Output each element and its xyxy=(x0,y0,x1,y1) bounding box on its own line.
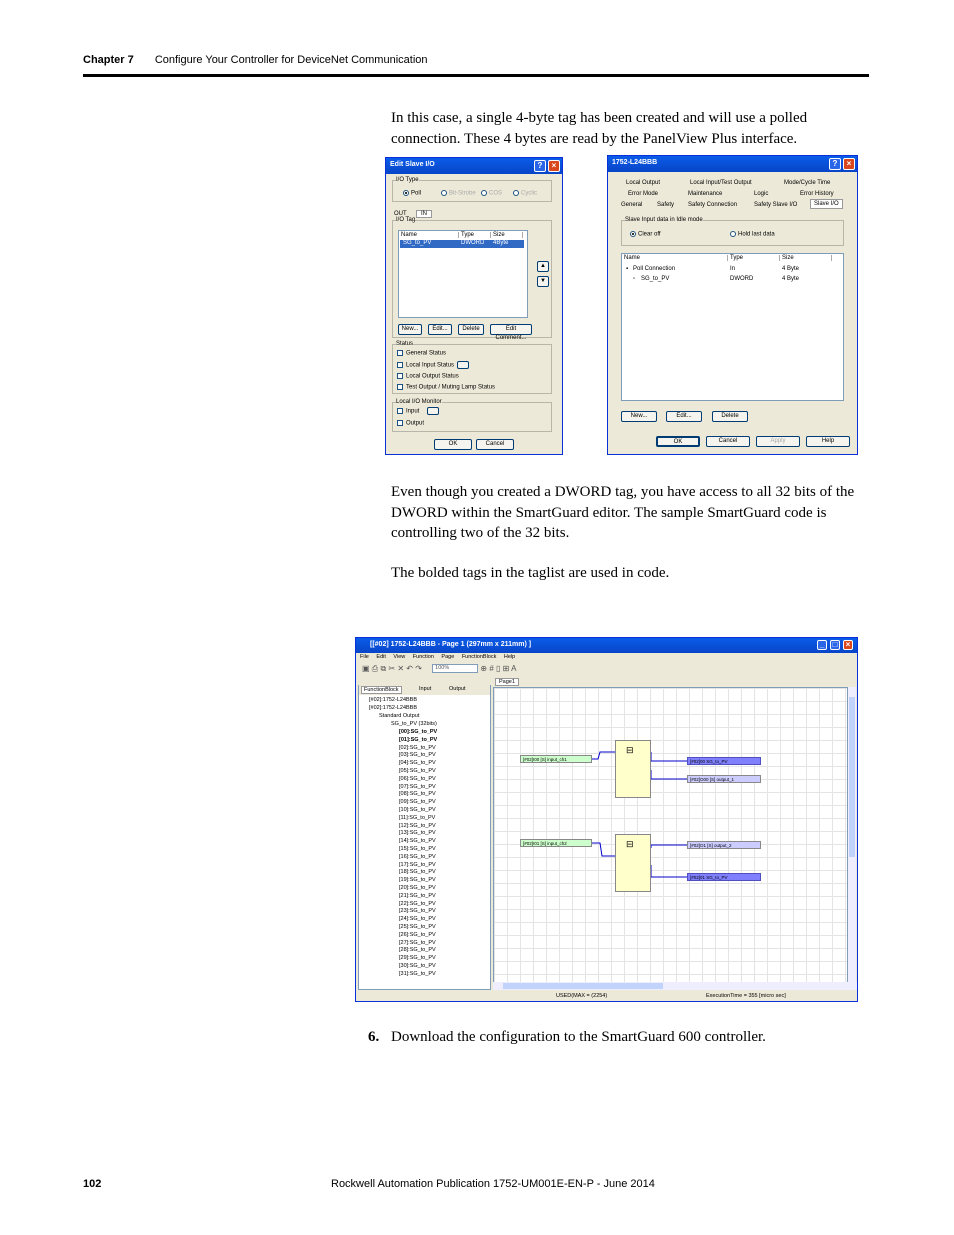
tree-bit-item[interactable]: [19]:SG_to_PV xyxy=(399,877,436,884)
input-monitor-option-button[interactable] xyxy=(427,407,439,415)
tab-out[interactable]: OUT xyxy=(394,211,407,217)
title-bar xyxy=(386,158,562,174)
tree-bit-item[interactable]: [23]:SG_to_PV xyxy=(399,908,436,915)
edit-comment-button[interactable]: Edit Comment... xyxy=(490,324,532,335)
col-size: Size xyxy=(782,255,832,261)
vertical-scrollbar[interactable] xyxy=(848,687,856,983)
input-status-option-button[interactable] xyxy=(457,361,469,369)
tab-slave-io[interactable]: Slave I/O xyxy=(810,199,843,209)
io-tag-label: I/O Tag xyxy=(396,217,416,223)
radio-clear-off[interactable]: Clear off xyxy=(630,231,661,238)
row-name: SG_to_PV xyxy=(641,276,670,282)
tab-logic[interactable]: Logic xyxy=(754,191,769,197)
tab-general[interactable]: General xyxy=(621,202,643,208)
new-button[interactable]: New... xyxy=(398,324,422,335)
zoom-in-icon[interactable]: ⊕ xyxy=(480,664,488,673)
window-title: [[#02] 1752-L24BBB - Page 1 (297mm x 211mm) ] xyxy=(370,641,532,648)
move-down-button[interactable]: ▼ xyxy=(537,276,549,287)
scroll-thumb[interactable] xyxy=(503,983,663,989)
tree-bit-item[interactable]: [01]:SG_to_PV xyxy=(399,736,438,743)
window-title: 1752-L24BBB xyxy=(612,159,658,166)
step-number: 6. xyxy=(368,1029,380,1045)
tab-safety-slave-io[interactable]: Safety Slave I/O xyxy=(754,202,798,208)
tree-bit-item[interactable]: [30]:SG_to_PV xyxy=(399,963,436,969)
check-general-status[interactable]: General Status xyxy=(397,350,446,357)
chapter-label: Chapter 7 xyxy=(83,54,134,66)
wiring xyxy=(494,688,848,983)
tab-local-input-test-output[interactable]: Local Input/Test Output xyxy=(690,180,752,186)
save-icon[interactable]: ▣ xyxy=(362,664,370,673)
io-tag-group xyxy=(392,217,552,341)
close-icon[interactable]: × xyxy=(843,640,853,650)
tree-bit-item[interactable]: [13]:SG_to_PV xyxy=(399,830,436,837)
menu-bar xyxy=(356,653,857,662)
tree-bit-item[interactable]: [16]:SG_to_PV xyxy=(399,853,436,860)
radio-bit-strobe[interactable]: Bit-Strobe xyxy=(441,190,476,197)
delete-icon[interactable]: ✕ xyxy=(397,664,405,673)
tab-safety[interactable]: Safety xyxy=(657,202,675,208)
cut-icon[interactable]: ✂ xyxy=(388,664,396,673)
step-text: Download the configuration to the SmartGuard 600 controller. xyxy=(391,1029,766,1045)
check-input[interactable]: Input xyxy=(397,408,419,415)
ok-button[interactable]: OK xyxy=(434,439,472,450)
local-io-monitor-group xyxy=(392,399,552,432)
page-icon[interactable]: ▯ xyxy=(496,664,501,673)
tab-error-history[interactable]: Error History xyxy=(800,191,834,197)
running-header xyxy=(83,54,428,66)
wire xyxy=(592,843,615,856)
tree-bit-item[interactable]: [20]:SG_to_PV xyxy=(399,885,436,891)
tree-bit-item[interactable]: [15]:SG_to_PV xyxy=(399,846,436,852)
tree-node[interactable]: [#02]:1752-L24BBB xyxy=(369,705,418,711)
col-type: Type xyxy=(730,255,780,261)
io-tag-list[interactable] xyxy=(398,230,528,318)
output-tag-1[interactable]: [#02]O00 [S] output_1 xyxy=(687,775,761,783)
tab-page1[interactable]: Page1 xyxy=(495,678,519,686)
page-tabs xyxy=(493,677,857,686)
poll-connection-icon: ▪ xyxy=(626,266,629,272)
tree-bit-item[interactable]: [26]:SG_to_PV xyxy=(399,931,436,938)
input-tag-2[interactable]: [#02]I01 [S] input_ch2 xyxy=(520,839,592,847)
tree-bit-item[interactable]: [14]:SG_to_PV xyxy=(399,838,436,845)
edit-slave-io-window xyxy=(385,157,563,455)
edit-button[interactable]: Edit... xyxy=(666,411,702,422)
redo-icon[interactable]: ↷ xyxy=(415,664,422,673)
status-label: Status xyxy=(396,341,414,347)
tree-bit-item[interactable]: [04]:SG_to_PV xyxy=(399,760,436,767)
cancel-button[interactable]: Cancel xyxy=(476,439,514,450)
check-local-input-status[interactable]: Local Input Status xyxy=(397,362,454,369)
new-button[interactable]: New... xyxy=(621,411,657,422)
tree-bit-item[interactable]: [10]:SG_to_PV xyxy=(399,807,436,813)
and-block-icon: ⊟ xyxy=(626,839,634,849)
wire xyxy=(651,865,687,877)
output-tag-sg-to-pv-00[interactable]: [#02]00 SG_to_PV xyxy=(687,757,761,765)
cancel-button[interactable]: Cancel xyxy=(706,436,750,447)
scroll-thumb[interactable] xyxy=(849,697,855,857)
tree-bit-item[interactable]: [03]:SG_to_PV xyxy=(399,752,436,759)
zoom-select[interactable]: 100% xyxy=(432,664,478,673)
tab-local-output[interactable]: Local Output xyxy=(626,180,661,186)
tree-bit-item[interactable]: [07]:SG_to_PV xyxy=(399,783,436,790)
undo-icon[interactable]: ↶ xyxy=(406,664,413,673)
output-tag-2[interactable]: [#02]O1 [S] output_2 xyxy=(687,841,761,849)
tab-functionblock[interactable]: FunctionBlock xyxy=(361,686,402,694)
window-title: Edit Slave I/O xyxy=(390,161,435,168)
row-type: In xyxy=(730,266,736,272)
grid-icon[interactable]: # xyxy=(489,664,494,673)
col-size: Size xyxy=(493,232,523,238)
add-page-icon[interactable]: ⊞ xyxy=(502,664,510,673)
tree-bit-item[interactable]: [25]:SG_to_PV xyxy=(399,924,436,930)
tree-node[interactable]: Standard Output xyxy=(379,713,420,719)
tree-bit-item[interactable]: [06]:SG_to_PV xyxy=(399,775,436,782)
paragraph-3: The bolded tags in the taglist are used in code. xyxy=(391,565,670,581)
tree-bit-item[interactable]: [18]:SG_to_PV xyxy=(399,869,436,876)
title-bar xyxy=(608,156,857,172)
title-bar xyxy=(356,638,857,653)
table-row[interactable] xyxy=(623,275,833,284)
status-used: USED(MAX = (2254) xyxy=(556,993,608,999)
tab-in[interactable]: IN xyxy=(416,210,432,218)
io-type-label: I/O Type xyxy=(396,177,419,183)
radio-hold-last-data[interactable]: Hold last data xyxy=(730,231,775,238)
tab-output[interactable]: Output xyxy=(449,686,466,692)
tree-bit-item[interactable]: [08]:SG_to_PV xyxy=(399,791,436,798)
print-icon[interactable]: ⎙ xyxy=(371,664,379,673)
col-type: Type xyxy=(461,232,491,238)
ok-button[interactable]: OK xyxy=(656,436,700,447)
copy-icon[interactable]: ⧉ xyxy=(380,664,387,673)
minimize-icon[interactable]: _ xyxy=(817,640,827,650)
function-block-1[interactable] xyxy=(615,740,651,798)
header-rule xyxy=(83,74,869,77)
input-tag-1[interactable]: [#02]I00 [S] input_ch1 xyxy=(520,755,592,763)
tree-bit-item[interactable]: [22]:SG_to_PV xyxy=(399,900,436,907)
step-6 xyxy=(368,1029,766,1046)
tab-error-mode[interactable]: Error Mode xyxy=(628,191,659,197)
maximize-icon[interactable]: □ xyxy=(830,640,840,650)
menu-function[interactable]: Function xyxy=(412,654,434,660)
help-button[interactable]: Help xyxy=(806,436,850,447)
row-name: SG_to_PV xyxy=(403,240,432,246)
table-row[interactable] xyxy=(623,265,833,274)
menu-file[interactable]: File xyxy=(360,654,369,660)
page-number: 102 xyxy=(83,1178,102,1190)
idle-mode-group xyxy=(621,217,844,246)
row-type: DWORD xyxy=(730,276,754,282)
radio-poll[interactable]: Poll xyxy=(403,190,421,197)
tree-bit-item[interactable]: [24]:SG_to_PV xyxy=(399,916,436,923)
tree-bit-item[interactable]: [00]:SG_to_PV xyxy=(399,729,438,735)
logic-canvas[interactable] xyxy=(493,687,848,983)
tag-tree-panel xyxy=(358,685,491,990)
wire xyxy=(592,752,615,759)
radio-cos[interactable]: COS xyxy=(481,190,502,197)
io-type-group xyxy=(392,177,552,202)
tree-bit-item[interactable]: [02]:SG_to_PV xyxy=(399,744,436,751)
wire xyxy=(651,752,687,761)
tree-node[interactable]: [#02]:1752-L24BBB xyxy=(369,697,418,703)
table-row[interactable] xyxy=(400,240,524,248)
tree-bit-item[interactable]: [31]:SG_to_PV xyxy=(399,970,436,977)
publication-info: Rockwell Automation Publication 1752-UM001E-EN-P - June 2014 xyxy=(331,1178,655,1190)
tree-bit-item[interactable]: [28]:SG_to_PV xyxy=(399,947,436,954)
toolbar xyxy=(356,663,857,677)
delete-button[interactable]: Delete xyxy=(712,411,748,422)
move-up-button[interactable]: ▲ xyxy=(537,261,549,272)
idle-mode-label: Slave Input data in Idle mode xyxy=(625,217,703,223)
and-block-icon: ⊟ xyxy=(626,745,634,755)
help-icon[interactable]: ? xyxy=(829,158,841,170)
menu-view[interactable]: View xyxy=(393,654,406,660)
tree-bit-item[interactable]: [29]:SG_to_PV xyxy=(399,955,436,962)
apply-button[interactable]: Apply xyxy=(756,436,800,447)
paragraph-1: In this case, a single 4-byte tag has been created and will use a polled connection. These 4 bytes are read by the PanelView Plus interface. xyxy=(391,110,808,147)
tab-maintenance[interactable]: Maintenance xyxy=(688,191,723,197)
tab-safety-connection[interactable]: Safety Connection xyxy=(688,202,738,208)
tree-bit-item[interactable]: [17]:SG_to_PV xyxy=(399,861,436,868)
tree-bit-item[interactable]: [21]:SG_to_PV xyxy=(399,892,436,899)
row-size: 4Byte xyxy=(493,240,509,246)
tree-bit-item[interactable]: [09]:SG_to_PV xyxy=(399,799,436,806)
function-block-2[interactable] xyxy=(615,834,651,892)
paragraph-2: Even though you created a DWORD tag, you have access to all 32 bits of the DWORD within the SmartGuard editor. The sample SmartGuard code is controlling two of the 32 bits. xyxy=(391,484,855,541)
tree-bit-item[interactable]: [12]:SG_to_PV xyxy=(399,822,436,829)
check-test-output-status[interactable]: Test Output / Muting Lamp Status xyxy=(397,384,495,391)
check-local-output-status[interactable]: Local Output Status xyxy=(397,373,459,380)
menu-help[interactable]: Help xyxy=(503,654,516,660)
row-name: Poll Connection xyxy=(633,266,676,272)
status-group xyxy=(392,341,552,394)
row-size: 4 Byte xyxy=(782,266,800,272)
col-name: Name xyxy=(624,255,728,261)
slave-io-list[interactable] xyxy=(621,253,844,401)
row-type: DWORD xyxy=(461,240,485,246)
horizontal-scrollbar[interactable] xyxy=(493,982,857,990)
logic-editor-window xyxy=(355,637,858,1002)
output-tag-sg-to-pv-01[interactable]: [#02]01 SG_to_PV xyxy=(687,873,761,881)
tree-bit-item[interactable]: [11]:SG_to_PV xyxy=(399,814,436,821)
tree-node[interactable]: SG_to_PV (32bits) xyxy=(391,721,437,727)
tree-bit-item[interactable]: [05]:SG_to_PV xyxy=(399,768,436,774)
menu-functionblock[interactable]: FunctionBlock xyxy=(461,654,497,660)
check-output[interactable]: Output xyxy=(397,420,424,427)
chapter-title: Configure Your Controller for DeviceNet Communication xyxy=(154,54,428,66)
tab-mode-cycle-time[interactable]: Mode/Cycle Time xyxy=(784,180,831,186)
menu-page[interactable]: Page xyxy=(441,654,455,660)
help-icon[interactable]: ? xyxy=(534,160,546,172)
tree-bit-item[interactable]: [27]:SG_to_PV xyxy=(399,939,436,946)
delete-button[interactable]: Delete xyxy=(458,324,484,335)
wire xyxy=(651,845,687,848)
close-icon[interactable]: × xyxy=(843,158,855,170)
tab-input[interactable]: Input xyxy=(419,686,432,692)
tag-icon: ▫ xyxy=(633,276,636,282)
wire xyxy=(651,770,687,779)
controller-properties-window xyxy=(607,155,858,455)
menu-edit[interactable]: Edit xyxy=(376,654,386,660)
panel-tabs xyxy=(359,685,490,695)
radio-cyclic[interactable]: Cyclic xyxy=(513,190,537,197)
status-execution-time: ExecutionTime = 355 [micro sec] xyxy=(706,993,786,999)
monitor-label: Local I/O Monitor xyxy=(396,399,442,405)
text-icon[interactable]: A xyxy=(511,664,517,673)
close-icon[interactable]: × xyxy=(548,160,560,172)
col-name: Name xyxy=(401,232,459,238)
edit-button[interactable]: Edit... xyxy=(428,324,452,335)
row-size: 4 Byte xyxy=(782,276,800,282)
status-bar xyxy=(356,991,857,1001)
